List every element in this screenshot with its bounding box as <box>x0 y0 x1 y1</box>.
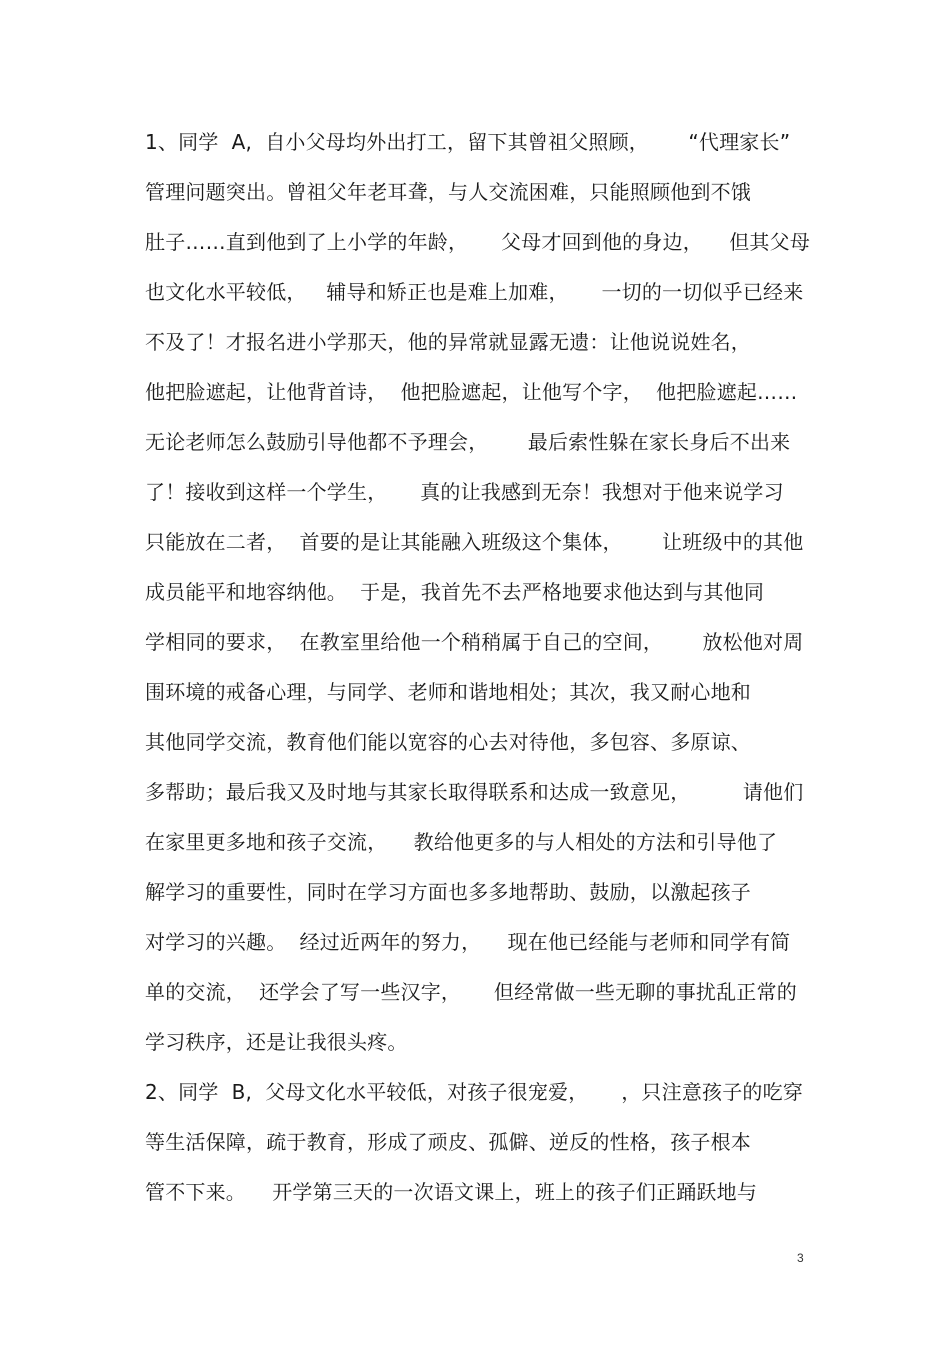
text-line: 学习秩序，还是让我很头疼。 <box>145 1030 408 1054</box>
text-line: 在家里更多地和孩子交流， 教给他更多的与人相处的方法和引导他了 <box>145 830 778 854</box>
text-line: 肚子……直到他到了上小学的年龄， 父母才回到他的身边， 但其父母 <box>145 230 811 254</box>
text-line: 1、同学 A, 自小父母均外出打工，留下其曾祖父照顾， “代理家长” <box>145 130 791 154</box>
text-line: 不及了！才报名进小学那天，他的异常就显露无遗：让他说说姓名， <box>145 330 751 354</box>
text-line: 只能放在二者， 首要的是让其能融入班级这个集体， 让班级中的其他 <box>145 530 804 554</box>
text-line: 无论老师怎么鼓励引导他都不予理会， 最后索性躲在家长身后不出来 <box>145 430 791 454</box>
text-line: 学相同的要求， 在教室里给他一个稍稍属于自己的空间， 放松他对周 <box>145 630 804 654</box>
text-line: 单的交流， 还学会了写一些汉字， 但经常做一些无聊的事扰乱正常的 <box>145 980 797 1004</box>
text-line: 围环境的戒备心理，与同学、老师和谐地相处；其次，我又耐心地和 <box>145 680 751 704</box>
text-line: 管不下来。 开学第三天的一次语文课上，班上的孩子们正踊跃地与 <box>145 1180 758 1204</box>
text-line: 他把脸遮起，让他背首诗， 他把脸遮起，让他写个字， 他把脸遮起…… <box>145 380 798 404</box>
text-line: 成员能平和地容纳他。 于是，我首先不去严格地要求他达到与其他同 <box>145 580 765 604</box>
text-line: 管理问题突出。曾祖父年老耳聋，与人交流困难，只能照顾他到不饿 <box>145 180 751 204</box>
text-line: 2、同学 B, 父母文化水平较低，对孩子很宠爱， ，只注意孩子的吃穿 <box>145 1080 804 1104</box>
text-line: 其他同学交流，教育他们能以宽容的心去对待他，多包容、多原谅、 <box>145 730 751 754</box>
text-line: 解学习的重要性，同时在学习方面也多多地帮助、鼓励，以激起孩子 <box>145 880 751 904</box>
text-line: 也文化水平较低， 辅导和矫正也是难上加难， 一切的一切似乎已经来 <box>145 280 804 304</box>
text-line: 等生活保障，疏于教育，形成了顽皮、孤僻、逆反的性格，孩子根本 <box>145 1130 751 1154</box>
text-line: 对学习的兴趣。 经过近两年的努力， 现在他已经能与老师和同学有简 <box>145 930 791 954</box>
text-line: 了！接收到这样一个学生， 真的让我感到无奈！我想对于他来说学习 <box>145 480 784 504</box>
page-number: 3 <box>797 1251 804 1265</box>
text-line: 多帮助；最后我又及时地与其家长取得联系和达成一致意见， 请他们 <box>145 780 804 804</box>
